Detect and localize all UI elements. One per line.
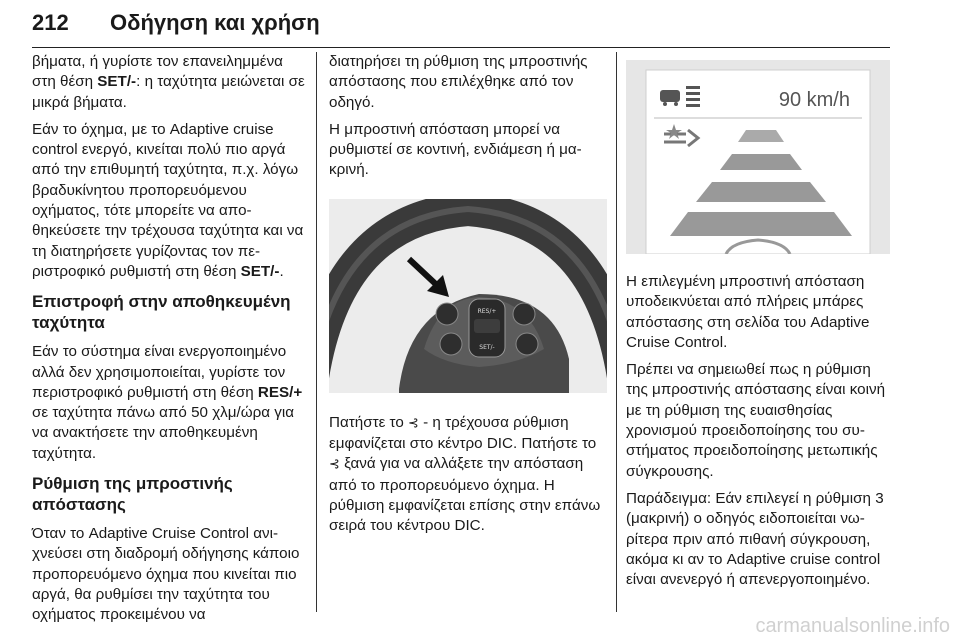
paragraph: Πατήστε το ⊰ - η τρέχουσα ρύθμιση εμφανίζεται στο κέντρο DIC. Πατήστε το ⊰ ξανά για να αλλάξετε την απόσταση από το προπορευόμενο όχημα. Η ρύθμιση εμφανίζεται επίσης στην επάνω σειρά του κέντρου DIC.: [329, 413, 601, 535]
column-divider-1: [316, 52, 317, 612]
section-heading: Επιστροφή στην αποθηκευμένη ταχύτητα: [32, 292, 291, 333]
res-label: RES/+: [477, 307, 497, 315]
column-3: [626, 52, 890, 597]
paragraph: βήματα, ή γυρίστε τον επανειλημμένα στη θέση SET/-: η ταχύτητα μειώνεται σε μικρά βήματα.: [32, 53, 305, 111]
paragraph: Εάν το σύστημα είναι ενεργοποιημένο αλλά δεν χρησιμοποιείται, γυρίστε τον περιστροφικό ρυθμιστή στη θέση RES/+ σε ταχύτητα πάνω από 50 χλμ/ώρα για να ανακτήσετε την αποθηκευμένη ταχύτητα.: [32, 343, 303, 462]
paragraph: Εάν το όχημα, με το Adaptive cruise control ενεργό, κινείται πολύ πιο αργά από την επιθυμητή ταχύτητα, π.χ. λόγω βραδυκίνητου προπορευόμενου οχήματος, τότε μπορείτε να αποθηκεύσετε την τρέχουσα ταχύτητα και να τη διατηρήσετε γυρίζοντας τον περιστροφικό ρυθμιστή στη θέση SET/-.: [32, 120, 304, 280]
paragraph: διατηρήσει τη ρύθμιση της μπροστινής απόστασης που επιλέχθηκε από τον οδηγό.: [329, 53, 588, 111]
steering-wheel-illustration: [329, 199, 607, 393]
page-header: [32, 6, 890, 48]
paragraph: Η επιλεγμένη μπροστινή απόσταση υποδεικνύεται από πλήρεις μπάρες απόστασης στη σελίδα του Adaptive Cruise Control.: [626, 273, 870, 351]
paragraph: Η μπροστινή απόσταση μπορεί να ρυθμιστεί σε κοντινή, ενδιάμεση ή μακρινή.: [329, 120, 582, 179]
paragraph: Όταν το Adaptive Cruise Control ανιχνεύσει στη διαδρομή οδήγησης κάποιο προπορευόμενο όχημα που κινείται πιο αργά, θα ρυθμίσει την ταχύτητα του οχήματος προκειμένου να: [32, 525, 300, 624]
paragraph: Παράδειγμα: Εάν επιλεγεί η ρύθμιση 3 (μακρινή) ο οδηγός ειδοποιείται νωρίτερα πριν από πιθανή σύγκρουση, ακόμα κι αν το Adaptive cruise control είναι ανενεργό ή απενεργοποιημένο.: [626, 489, 884, 589]
column-1: [32, 52, 308, 633]
dic-speed: 90 km/h: [778, 89, 850, 111]
set-label: SET/-: [479, 343, 495, 351]
section-heading: Ρύθμιση της μπροστινής απόστασης: [32, 474, 233, 515]
paragraph: Πρέπει να σημειωθεί πως η ρύθμιση της μπροστινής απόστασης είναι κοινή με τη ρύθμιση της ευαισθησίας χρονισμού προειδοποίησης του συστήματος προειδοποίησης μετωπικής σύγκρουσης.: [626, 361, 886, 480]
dic-display-illustration: [626, 60, 890, 254]
column-divider-2: [616, 52, 617, 612]
distance-gap-icon: ⊰: [329, 457, 340, 473]
page-number: 212: [32, 10, 69, 35]
distance-gap-icon: ⊰: [408, 415, 419, 431]
column-2: [329, 52, 607, 544]
watermark: carmanualsonline.info: [755, 615, 950, 637]
running-title: Οδήγηση και χρήση: [110, 10, 320, 35]
